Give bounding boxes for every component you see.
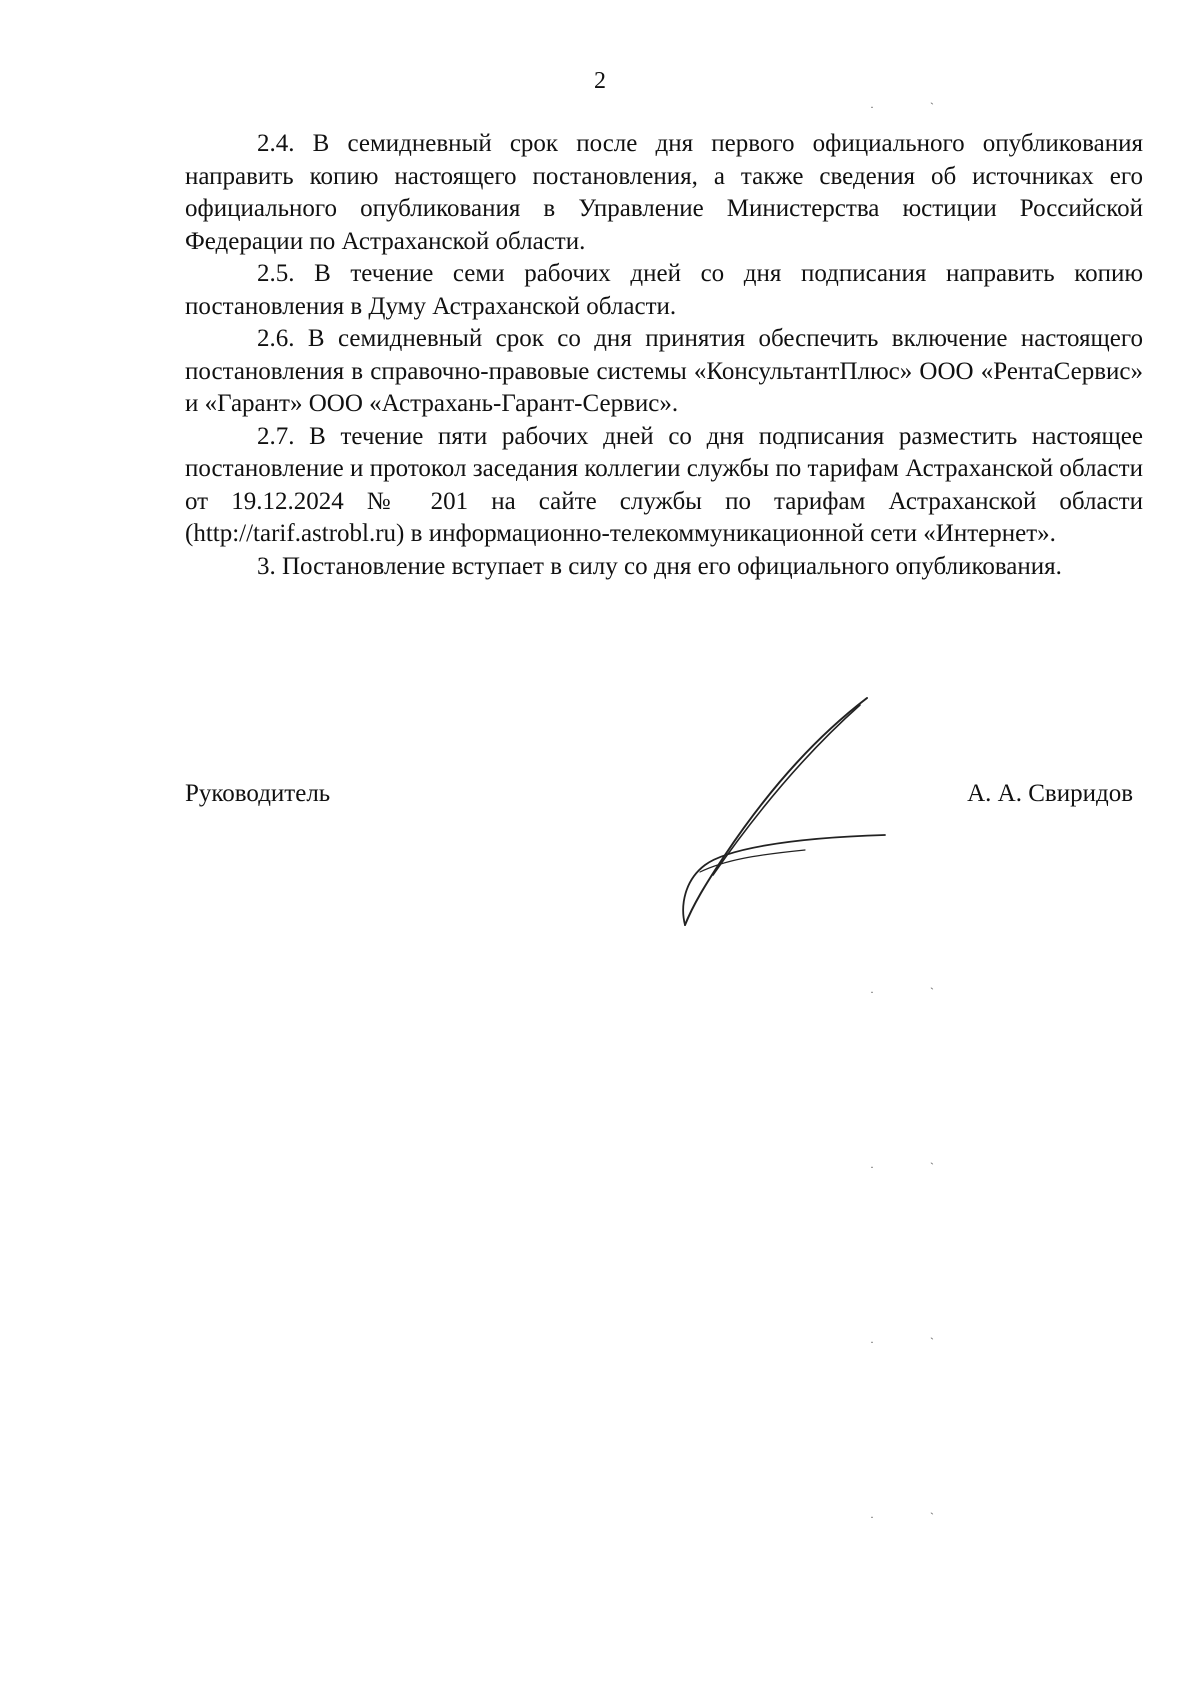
scan-artifact: ·	[870, 1335, 874, 1349]
scan-artifact: `	[930, 1160, 934, 1174]
signer-name: А. А. Свиридов	[967, 780, 1133, 807]
paragraph-2-6: 2.6. В семидневный срок со дня принятия обеспечить включение настоящего постановления в справочно-правовые системы «КонсультантПлюс» ООО «РентаСервис» и «Гарант» ООО «Астрахань-Гарант-Сервис».	[185, 325, 1143, 417]
paragraph-3: 3. Постановление вступает в силу со дня его официального опубликования.	[257, 552, 1062, 580]
paragraph-2-4: 2.4. В семидневный срок после дня первого официального опубликования направить копию настоящего постановления, а также сведения об источниках его официального опубликования в Управление Министерства юстиции Российской Федерации по Астраханской области.	[185, 130, 1143, 255]
scan-artifact: `	[930, 985, 934, 999]
document-body	[185, 128, 1143, 583]
scan-artifact: `	[930, 1510, 934, 1524]
scan-artifact: ·	[870, 100, 874, 114]
scan-artifact: ·	[870, 1510, 874, 1524]
scan-artifact: ·	[870, 985, 874, 999]
position-title: Руководитель	[185, 780, 331, 807]
paragraph-2-7: 2.7. В течение пяти рабочих дней со дня подписания разместить настоящее постановление и протокол заседания коллегии службы по тарифам Астраханской области от 19.12.2024 № 201 на сайте службы по тарифам Астраханской области (http://tarif.astrobl.ru) в информационно-телекоммуникационной сети «Интернет».	[185, 422, 1143, 547]
scan-artifact: ·	[870, 1160, 874, 1174]
handwritten-signature	[655, 690, 935, 930]
paragraph-2-5: 2.5. В течение семи рабочих дней со дня подписания направить копию постановления в Думу Астраханской области.	[185, 260, 1143, 320]
scan-artifact: `	[930, 100, 934, 114]
scan-artifact: `	[930, 1335, 934, 1349]
page-number: 2	[594, 68, 606, 94]
